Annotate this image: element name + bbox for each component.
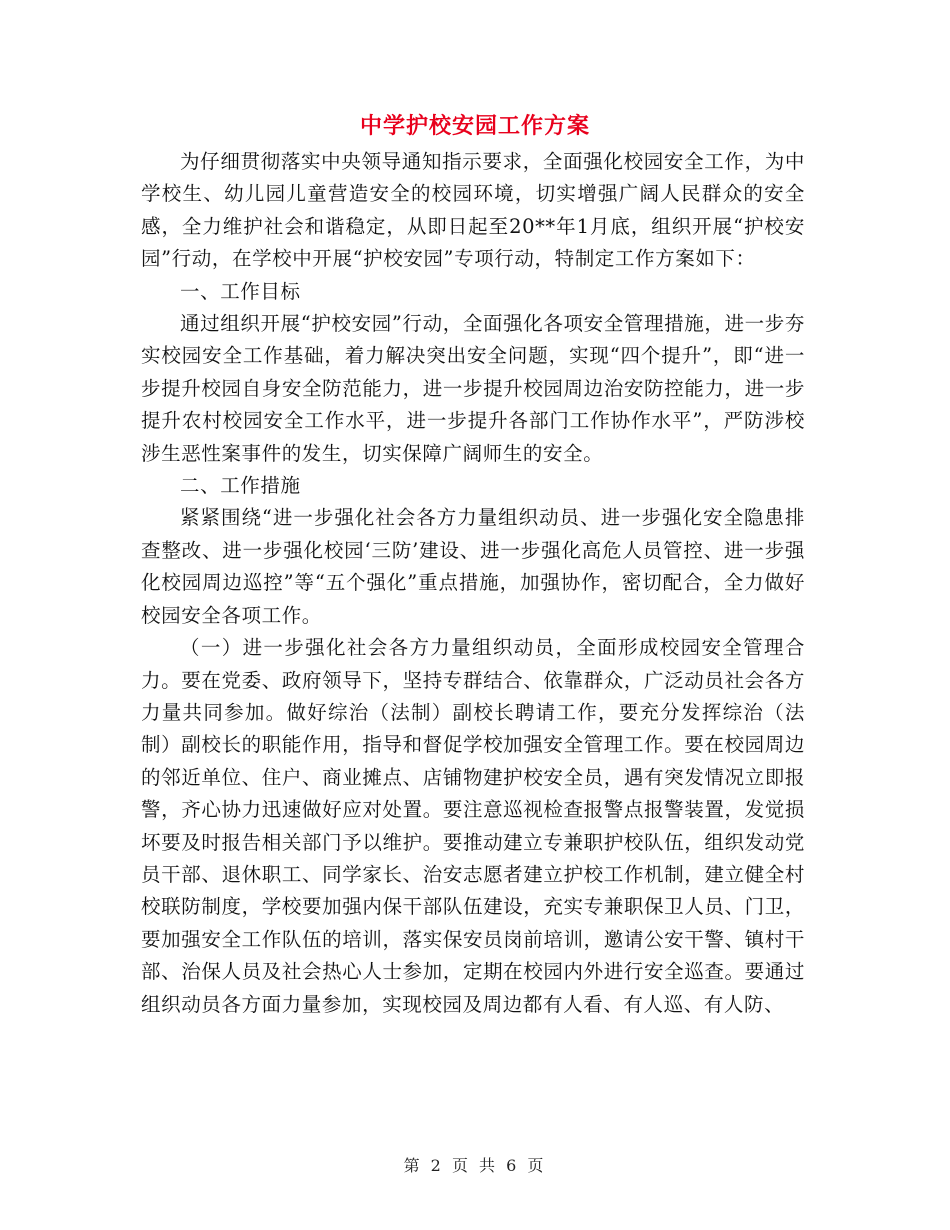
measures-paragraph: 紧紧围绕“进一步强化社会各方力量组织动员、进一步强化安全隐患排查整改、进一步强化校园‘三防’建设、进一步强化高危人员管控、进一步强化校园周边巡控”等“五个强化”重点措施，加强协作，密切配合，全力做好校园安全各项工作。: [141, 506, 805, 627]
page-number-footer: 第 2 页 共 6 页: [403, 1156, 547, 1175]
intro-paragraph: 为仔细贯彻落实中央领导通知指示要求，全面强化校园安全工作，为中学校生、幼儿园儿童营造安全的校园环境，切实增强广阔人民群众的安全感，全力维护社会和谐稳定，从即日起至20**年1月底，组织开展“护校安园”行动，在学校中开展“护校安园”专项行动，特制定工作方案如下：: [141, 150, 805, 271]
goals-paragraph: 通过组织开展“护校安园”行动，全面强化各项安全管理措施，进一步夯实校园安全工作基础，着力解决突出安全问题，实现“四个提升”，即“进一步提升校园自身安全防范能力，进一步提升校园周边治安防控能力，进一步提升农村校园安全工作水平，进一步提升各部门工作协作水平”，严防涉校涉生恶性案事件的发生，切实保障广阔师生的安全。: [141, 312, 805, 465]
document-body: [141, 146, 805, 1021]
section-heading-goals: 一、工作目标: [180, 279, 301, 303]
document-title: 中学护校安园工作方案: [359, 113, 590, 139]
section-heading-measures: 二、工作措施: [180, 474, 301, 498]
measure-one-paragraph: （一）进一步强化社会各方力量组织动员，全面形成校园安全管理合力。要在党委、政府领导下，坚持专群结合、依靠群众，广泛动员社会各方力量共同参加。做好综治（法制）副校长聘请工作，要充分发挥综治（法制）副校长的职能作用，指导和督促学校加强安全管理工作。要在校园周边的邻近单位、住户、商业摊点、店铺物建护校安全员，遇有突发情况立即报警，齐心协力迅速做好应对处置。要注意巡视检查报警点报警装置，发觉损坏要及时报告相关部门予以维护。要推动建立专兼职护校队伍，组织发动党员干部、退休职工、同学家长、治安志愿者建立护校工作机制，建立健全村校联防制度，学校要加强内保干部队伍建设，充实专兼职保卫人员、门卫，要加强安全工作队伍的培训，落实保安员岗前培训，邀请公安干警、镇村干部、治保人员及社会热心人士参加，定期在校园内外进行安全巡查。要通过组织动员各方面力量参加，实现校园及周边都有人看、有人巡、有人防、: [141, 636, 805, 1016]
